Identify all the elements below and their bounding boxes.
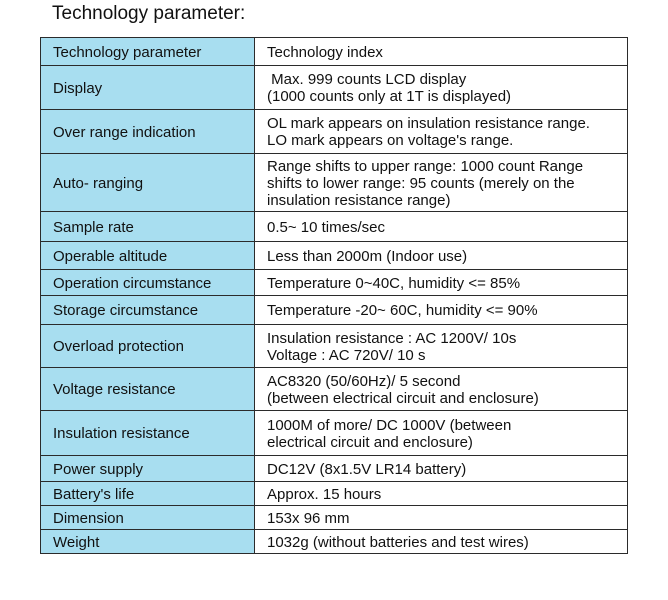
value-cell — [255, 270, 628, 296]
value-cell — [255, 296, 628, 325]
value-cell — [255, 212, 628, 242]
value-line: Less than 2000m (Indoor use) — [267, 247, 468, 265]
value-line: DC12V (8x1.5V LR14 battery) — [267, 460, 467, 478]
value-cell — [255, 411, 628, 456]
value-cell — [255, 66, 628, 110]
value-cell — [255, 325, 628, 368]
value-line: (between electrical circuit and enclosure) — [267, 389, 539, 407]
value-line: Max. 999 counts LCD display — [267, 71, 467, 88]
table-row-battery-life — [41, 482, 628, 506]
page-title: Technology parameter: — [52, 3, 246, 24]
table-row-insulation — [41, 411, 628, 456]
param-cell: Dimension — [41, 506, 255, 530]
param-cell: Weight — [41, 530, 255, 554]
value-cell — [255, 482, 628, 506]
param-cell: Over range indication — [41, 110, 255, 154]
value-line: 0.5~ 10 times/sec — [267, 218, 385, 236]
value-line: Temperature 0~40C, humidity <= 85% — [267, 274, 521, 292]
param-cell: Auto- ranging — [41, 154, 255, 212]
value-line: shifts to lower range: 95 counts (merely on the — [267, 174, 575, 192]
value-line: Voltage : AC 720V/ 10 s — [267, 346, 426, 364]
param-cell: Operation circumstance — [41, 270, 255, 296]
value-line: LO mark appears on voltage's range. — [267, 132, 514, 149]
value-cell — [255, 506, 628, 530]
param-cell: Voltage resistance — [41, 368, 255, 411]
table-row-display — [41, 66, 628, 110]
table-row-operation — [41, 270, 628, 296]
value-line: Temperature -20~ 60C, humidity <= 90% — [267, 302, 538, 319]
spec-table — [40, 37, 628, 554]
param-cell: Display — [41, 66, 255, 110]
value-line: AC8320 (50/60Hz)/ 5 second — [267, 372, 461, 390]
table-row-dimension — [41, 506, 628, 530]
value-line: Approx. 15 hours — [267, 485, 382, 503]
value-line: 1032g (without batteries and test wires) — [267, 533, 529, 551]
value-line: 153x 96 mm — [267, 509, 350, 527]
value-line: OL mark appears on insulation resistance range. — [267, 115, 590, 132]
table-row-storage — [41, 296, 628, 325]
table-row-sample-rate — [41, 212, 628, 242]
table-row-altitude — [41, 242, 628, 270]
param-cell: Operable altitude — [41, 242, 255, 270]
value-cell — [255, 242, 628, 270]
value-line: Range shifts to upper range: 1000 count Range — [267, 157, 584, 175]
param-cell: Sample rate — [41, 212, 255, 242]
table-row-weight — [41, 530, 628, 554]
header-value-cell: Technology index — [255, 38, 628, 66]
param-cell: Storage circumstance — [41, 296, 255, 325]
table-header-row — [41, 38, 628, 66]
table-row-over-range — [41, 110, 628, 154]
param-cell: Battery's life — [41, 482, 255, 506]
param-cell: Power supply — [41, 456, 255, 482]
value-line: insulation resistance range) — [267, 191, 451, 209]
value-cell — [255, 110, 628, 154]
value-line: 1000M of more/ DC 1000V (between — [267, 416, 512, 434]
value-line: (1000 counts only at 1T is displayed) — [267, 88, 512, 105]
value-cell — [255, 530, 628, 554]
param-cell: Insulation resistance — [41, 411, 255, 456]
table-row-voltage-resistance — [41, 368, 628, 411]
table-row-power-supply — [41, 456, 628, 482]
table-row-auto-ranging — [41, 154, 628, 212]
value-cell — [255, 154, 628, 212]
value-cell — [255, 456, 628, 482]
param-cell: Overload protection — [41, 325, 255, 368]
value-line: Insulation resistance : AC 1200V/ 10s — [267, 329, 517, 347]
table-row-overload — [41, 325, 628, 368]
value-cell — [255, 368, 628, 411]
value-line: electrical circuit and enclosure) — [267, 433, 473, 451]
header-param-cell: Technology parameter — [41, 38, 255, 66]
